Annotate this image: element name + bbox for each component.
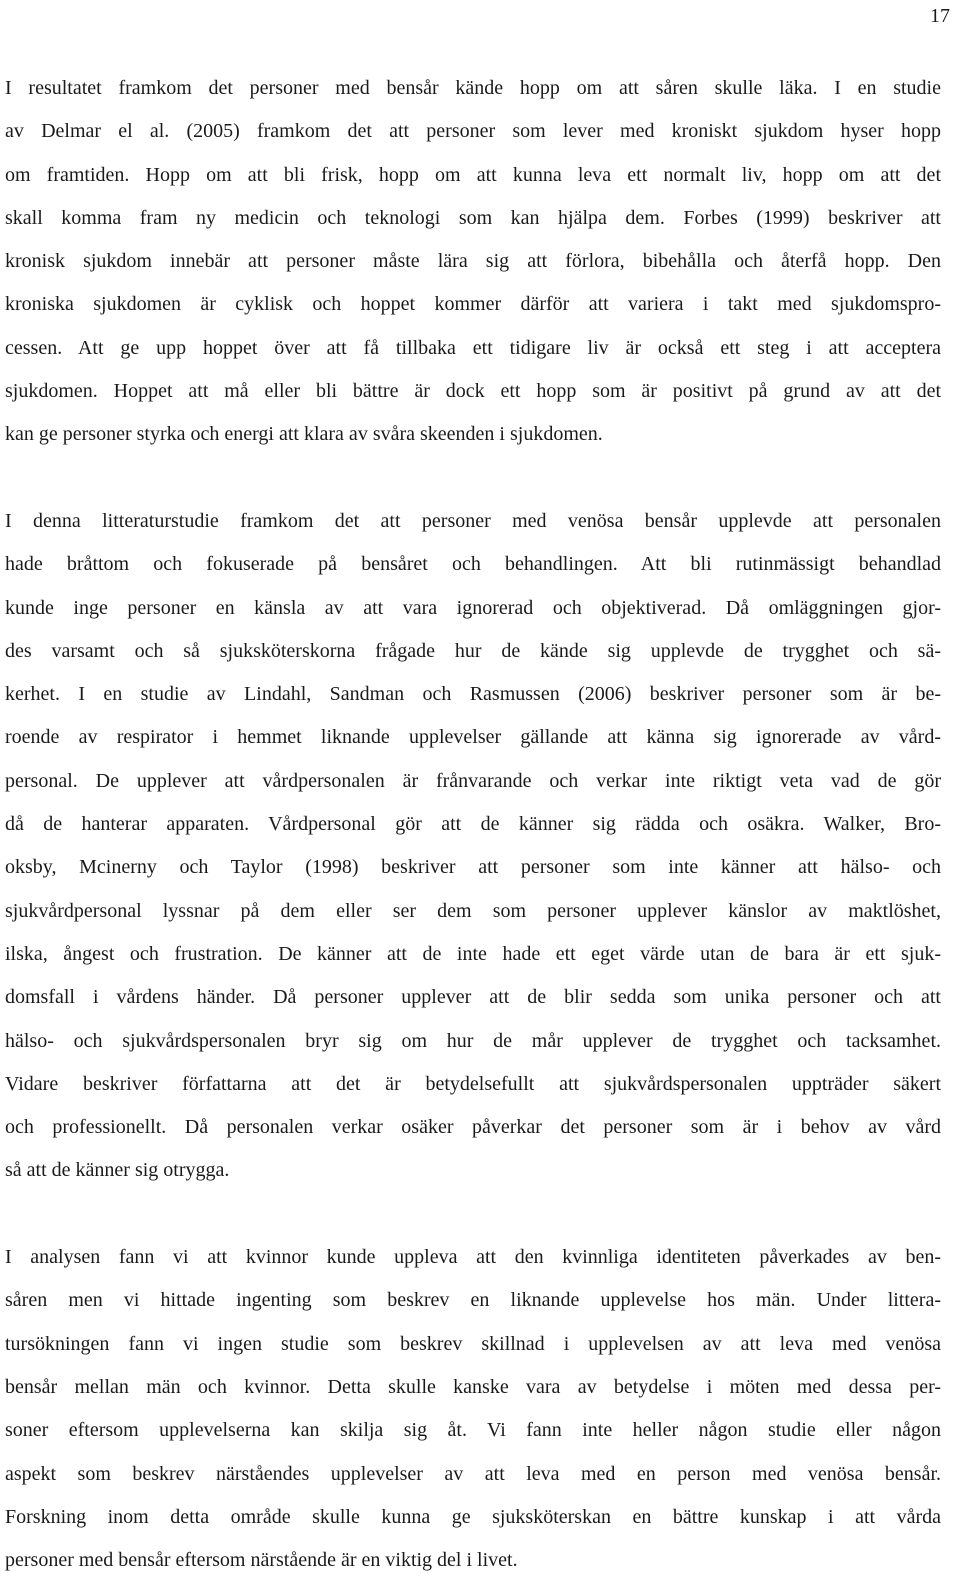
text-line: tursökningen fann vi ingen studie som beskrev skillnad i upplevelsen av att leva med venösa — [5, 1332, 941, 1355]
text-line: domsfall i vårdens händer. Då personer upplever att de blir sedda som unika personer och att — [5, 986, 941, 1009]
paragraph-spacer — [5, 1193, 941, 1236]
text-line: såren men vi hittade ingenting som beskrev en liknande upplevelse hos män. Under littera- — [5, 1289, 941, 1312]
paragraph-3 — [5, 1236, 941, 1582]
text-line: I resultatet framkom det personer med bensår kände hopp om att såren skulle läka. I en studie — [5, 77, 941, 99]
text-line: hade bråttom och fokuserade på bensåret och behandlingen. Att bli rutinmässigt behandlad — [5, 553, 941, 576]
text-line: kunde inge personer en känsla av att vara ignorerad och objektiverad. Då omläggningen gjor- — [5, 596, 941, 619]
text-line: Vidare beskriver författarna att det är betydelsefullt att sjukvårdspersonalen uppträder säkert — [5, 1072, 941, 1095]
text-line: I analysen fann vi att kvinnor kunde uppleva att den kvinnliga identiteten påverkades av ben- — [5, 1246, 941, 1269]
text-line: des varsamt och så sjuksköterskorna frågade hur de kände sig upplevde de trygghet och sä- — [5, 639, 941, 662]
text-line: av Delmar el al. (2005) framkom det att personer som lever med kroniskt sjukdom hyser hopp — [5, 120, 941, 143]
text-line: personer med bensår eftersom närstående är en viktig del i livet. — [5, 1549, 518, 1572]
text-line: skall komma fram ny medicin och teknologi som kan hjälpa dem. Forbes (1999) beskriver att — [5, 206, 941, 229]
text-line: så att de känner sig otrygga. — [5, 1159, 230, 1182]
text-line: I denna litteraturstudie framkom det att personer med venösa bensår upplevde att personalen — [5, 509, 941, 532]
text-line: och professionellt. Då personalen verkar osäker påverkar det personer som är i behov av vård — [5, 1116, 941, 1139]
text-line: hälso- och sjukvårdspersonalen bryr sig om hur de mår upplever de trygghet och tacksamhet. — [5, 1029, 941, 1052]
text-line: sjukvårdpersonal lyssnar på dem eller ser dem som personer upplever känslor av maktlöshet, — [5, 899, 941, 922]
paragraph-1 — [5, 67, 941, 457]
document-body — [5, 67, 941, 1582]
text-line: om framtiden. Hopp om att bli frisk, hopp om att kunna leva ett normalt liv, hopp om att det — [5, 163, 941, 186]
text-line: kan ge personer styrka och energi att klara av svåra skeenden i sjukdomen. — [5, 423, 603, 446]
text-line: ilska, ångest och frustration. De känner att de inte hade ett eget värde utan de bara är ett sjuk- — [5, 942, 941, 965]
text-line: kronisk sjukdom innebär att personer måste lära sig att förlora, bibehålla och återfå hopp. Den — [5, 250, 941, 273]
text-line: cessen. Att ge upp hoppet över att få tillbaka ett tidigare liv är också ett steg i att acceptera — [5, 336, 941, 359]
text-line: oksby, Mcinerny och Taylor (1998) beskriver att personer som inte känner att hälso- och — [5, 856, 941, 879]
text-line: bensår mellan män och kvinnor. Detta skulle kanske vara av betydelse i möten med dessa per- — [5, 1375, 941, 1398]
text-line: soner eftersom upplevelserna kan skilja sig åt. Vi fann inte heller någon studie eller någon — [5, 1419, 941, 1442]
text-line: personal. De upplever att vårdpersonalen är frånvarande och verkar inte riktigt veta vad de gör — [5, 769, 941, 792]
text-line: Forskning inom detta område skulle kunna ge sjuksköterskan en bättre kunskap i att vårda — [5, 1505, 941, 1528]
text-line: roende av respirator i hemmet liknande upplevelser gällande att känna sig ignorerade av vård- — [5, 726, 941, 749]
text-line: då de hanterar apparaten. Vårdpersonal gör att de känner sig rädda och osäkra. Walker, Bro- — [5, 813, 941, 836]
paragraph-spacer — [5, 457, 941, 500]
text-line: kerhet. I en studie av Lindahl, Sandman och Rasmussen (2006) beskriver personer som är be- — [5, 683, 941, 706]
paragraph-2 — [5, 500, 941, 1193]
text-line: sjukdomen. Hoppet att må eller bli bättre är dock ett hopp som är positivt på grund av att det — [5, 380, 941, 403]
page-number: 17 — [930, 5, 950, 27]
text-line: kroniska sjukdomen är cyklisk och hoppet kommer därför att variera i takt med sjukdomspro- — [5, 293, 941, 316]
text-line: aspekt som beskrev närståendes upplevelser av att leva med en person med venösa bensår. — [5, 1462, 941, 1485]
